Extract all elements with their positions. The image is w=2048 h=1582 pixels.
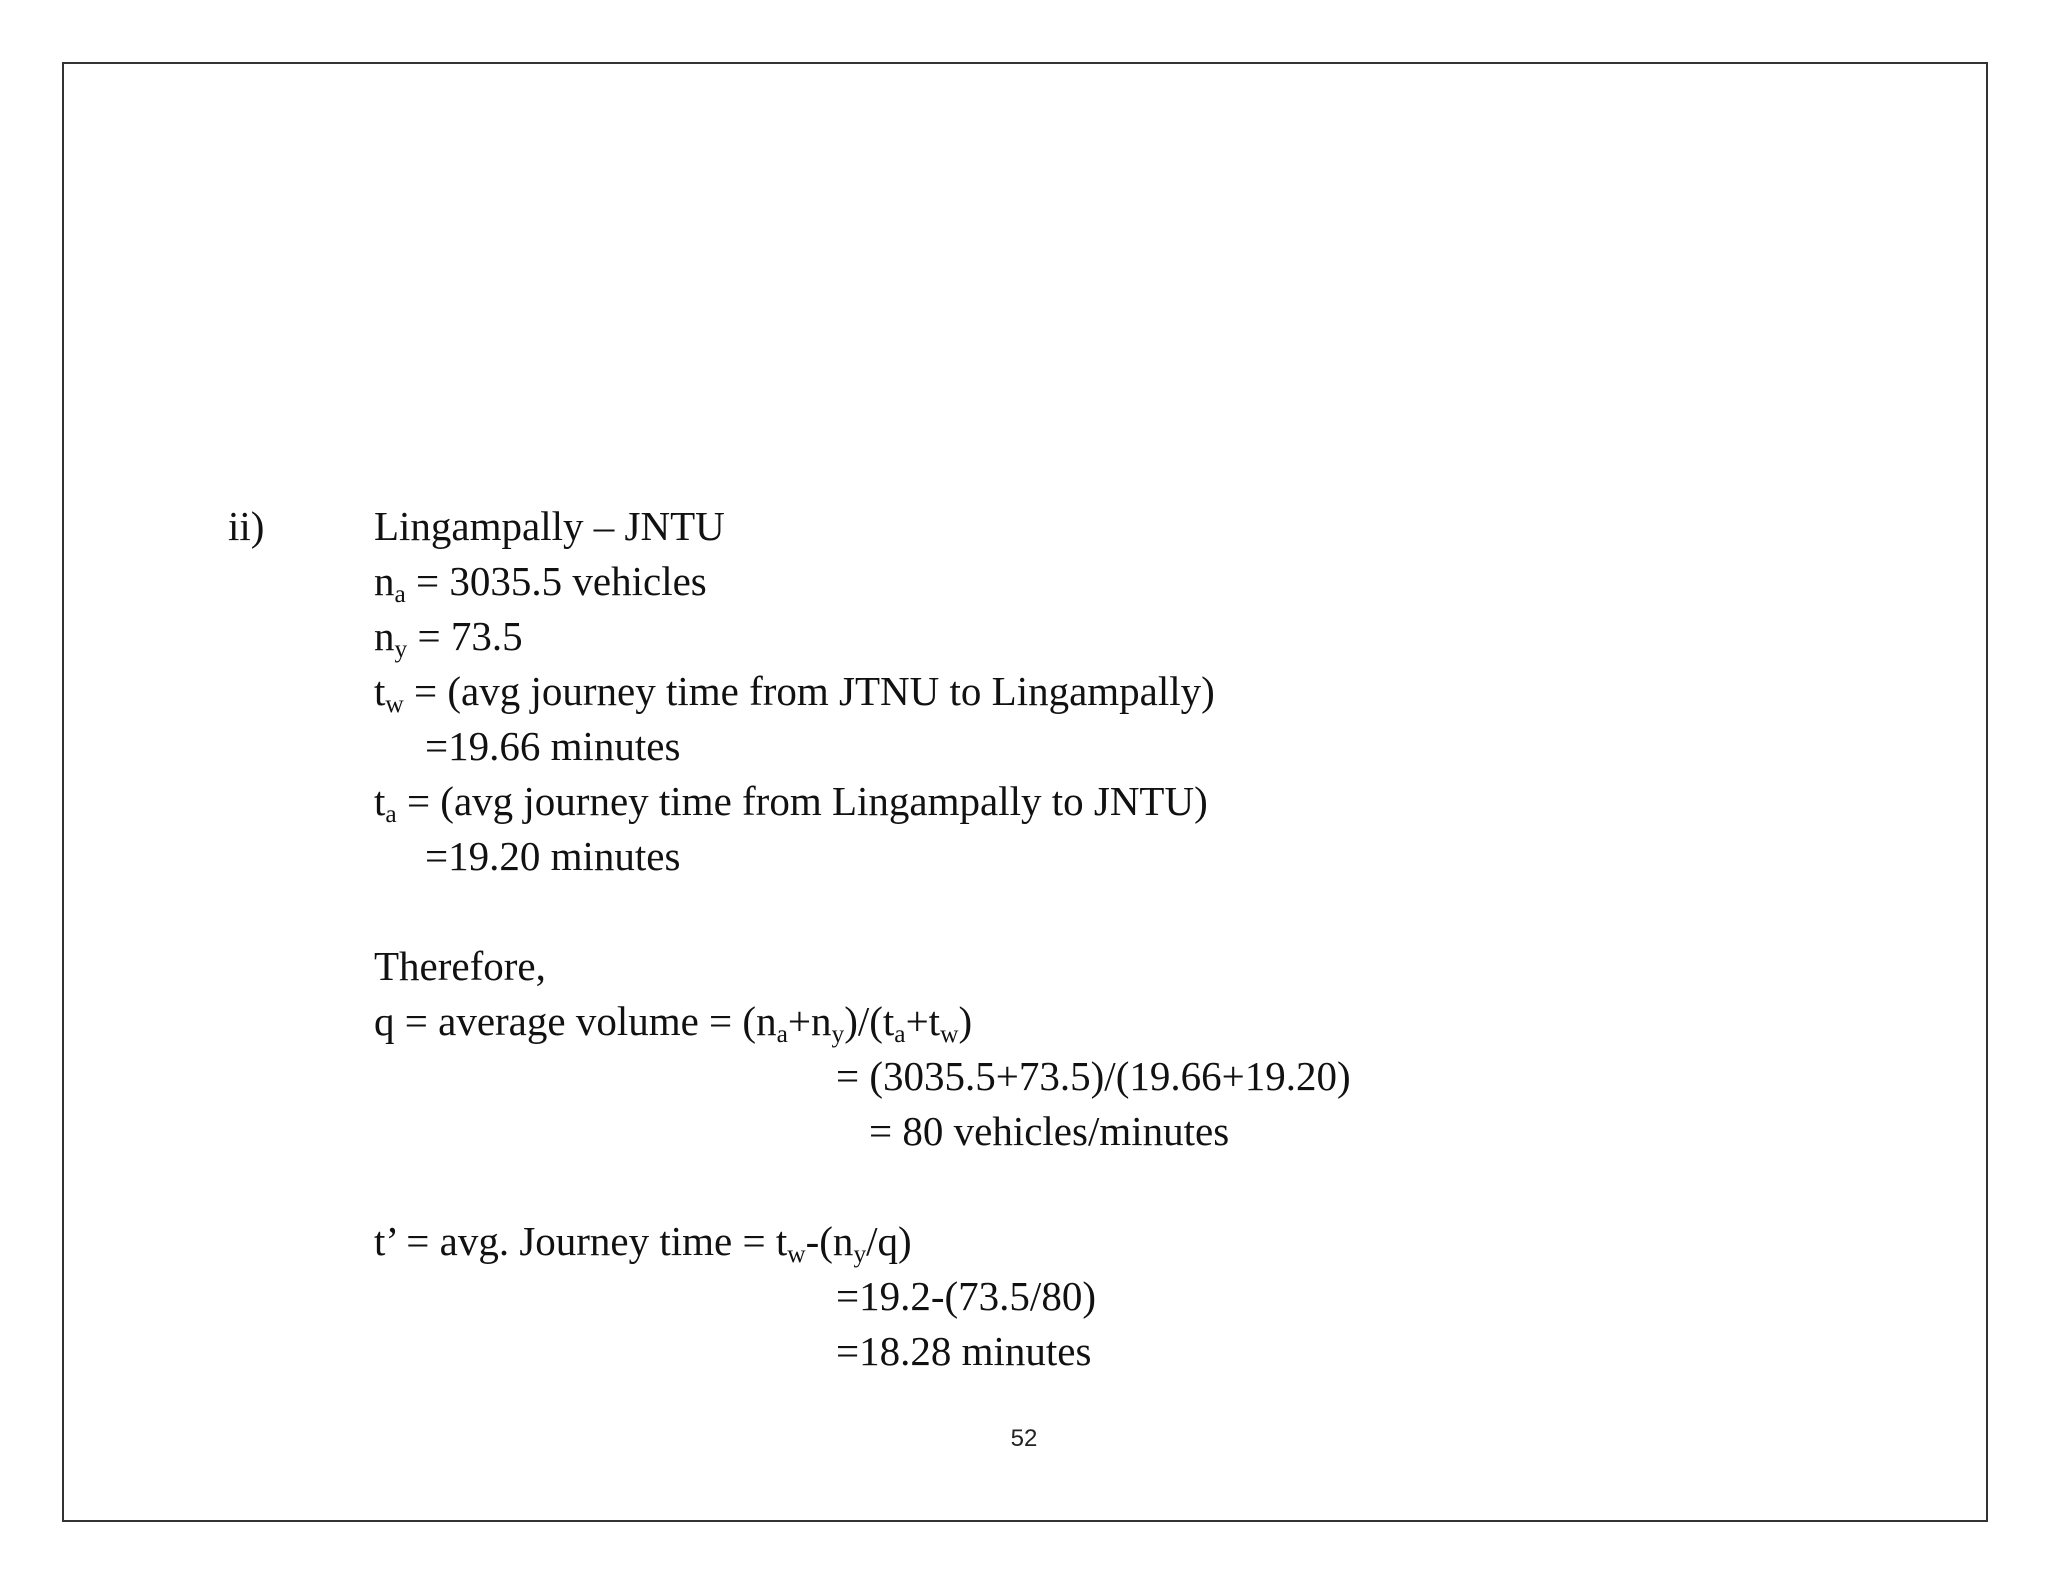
tprime-result: =18.28 minutes	[836, 1328, 1092, 1374]
ta-line: $t_a = (avg$ journey time from Lingampally to JNTU)	[374, 778, 1208, 829]
section-heading: Lingampally – JNTU	[374, 503, 725, 549]
tw-line: $t_w = (avg$ journey time from JTNU to Lingampally)	[374, 668, 1215, 719]
tprime-step: =19.2-(73.5/80)	[836, 1273, 1096, 1319]
ta-value: =19.20 minutes	[425, 833, 681, 879]
therefore-text: Therefore,	[374, 943, 546, 989]
q-formula: q = average volume = $(n_a+n_y)/(t_a+t_w)$	[374, 998, 973, 1049]
tprime-formula: t’ = avg. Journey time = $t_w-(n_y/q)$	[374, 1218, 912, 1269]
list-marker: ii)	[228, 503, 265, 549]
q-step: = (3035.5+73.5)/(19.66+19.20)	[836, 1053, 1351, 1099]
tw-value: =19.66 minutes	[425, 723, 681, 769]
na-line: $n_a = 3035.5$ vehicles	[374, 558, 707, 609]
page-number: 52	[1010, 1425, 1038, 1452]
q-result: = 80 vehicles/minutes	[869, 1108, 1230, 1154]
ny-line: $n_y = 73.5$	[374, 613, 523, 664]
